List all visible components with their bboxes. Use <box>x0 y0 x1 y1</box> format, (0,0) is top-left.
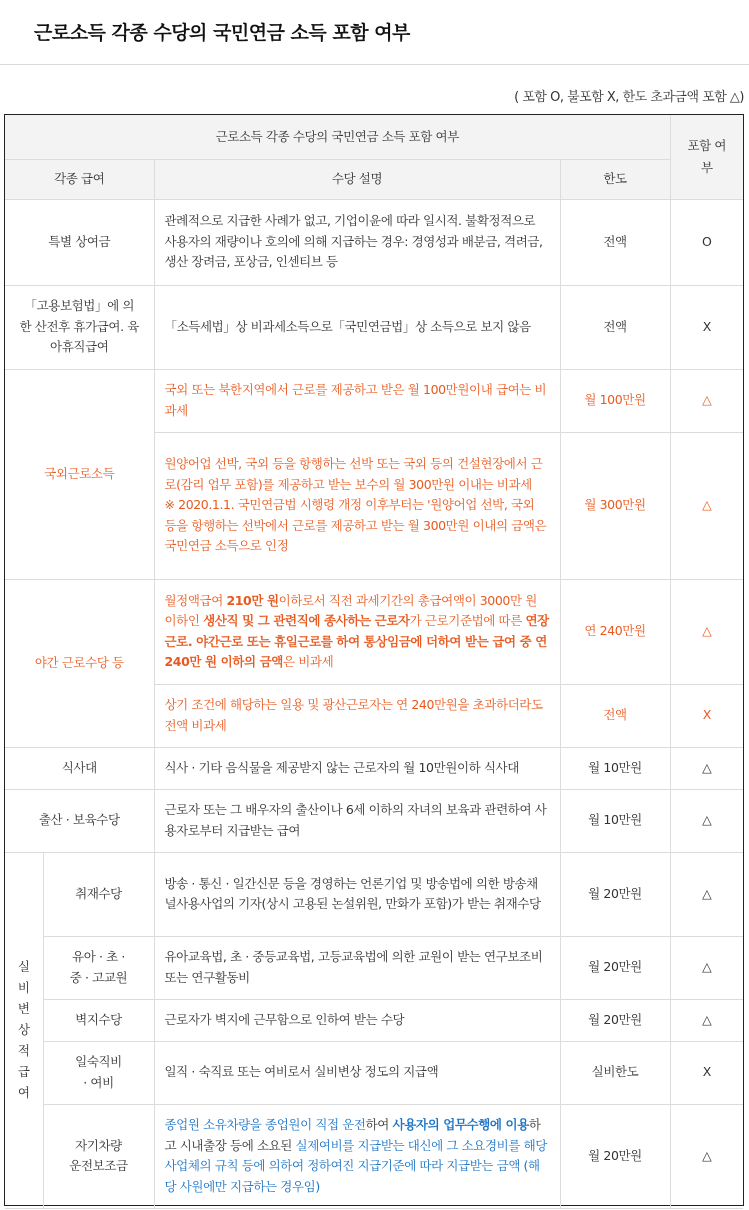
inclusion-mark: X <box>670 684 743 747</box>
allowance-description: 국외 또는 북한지역에서 근로를 제공하고 받은 월 100만원이내 급여는 비과세 <box>154 369 560 432</box>
inclusion-mark: △ <box>670 936 743 999</box>
desc-part: 하여 <box>365 1117 393 1132</box>
allowance-name: 「고용보험법」에 의한 산전후 휴가급여. 육아휴직급여 <box>5 285 154 369</box>
allowance-description: 일직 · 숙직료 또는 여비로서 실비변상 정도의 지급액 <box>154 1041 560 1104</box>
group-label: 실비변상적급여 <box>17 959 30 1101</box>
desc-part: 이하로서 직전 과세기간의 총급여액이 3000만 원 이하인 <box>164 592 537 628</box>
table-row <box>5 579 743 684</box>
allowance-description: 「소득세법」상 비과세소득으로「국민연금법」상 소득으로 보지 않음 <box>154 285 560 369</box>
allowance-limit: 월 100만원 <box>560 369 670 432</box>
desc-emphasis: 210만 원 <box>226 592 279 608</box>
name-line: 일숙직비 <box>75 1054 122 1069</box>
allowance-limit: 월 20만원 <box>560 999 670 1041</box>
allowance-name: 출산 · 보육수당 <box>5 789 154 852</box>
desc-emphasis: 연장근로. 야간근로 또는 휴일근로를 하여 통상임금에 더하여 받는 급여 중 연240만 원 이하의 금액 <box>164 613 549 669</box>
allowance-name <box>43 1104 154 1208</box>
table-row <box>5 1041 743 1104</box>
table-row <box>5 199 743 285</box>
name-line: · 여비 <box>83 1074 114 1090</box>
name-line: 운전보조금 <box>69 1158 128 1173</box>
desc-part: 하고 시내출장 등에 소요된 <box>164 1117 541 1153</box>
desc-emphasis: 사용자의 업무수행에 이용 <box>392 1117 529 1132</box>
name-line: 유아 · 초 · <box>72 949 125 964</box>
allowance-description <box>154 579 560 684</box>
description-text: 원양어업 선박, 국외 등을 항행하는 선박 또는 국외 등의 건설현장에서 근로(감리 업무 포함)를 제공하고 받는 보수의 월 300만원 이내는 비과세 <box>164 456 543 492</box>
table-caption-row <box>5 115 743 159</box>
inclusion-mark: △ <box>670 579 743 684</box>
title-divider <box>0 64 749 65</box>
allowance-name <box>43 1041 154 1104</box>
legend-note: ( 포함 O, 불포함 X, 한도 초과금액 포함 △) <box>514 90 744 105</box>
table-row <box>5 936 743 999</box>
allowance-limit: 실비한도 <box>560 1041 670 1104</box>
allowance-name: 벽지수당 <box>43 999 154 1041</box>
table-row <box>5 852 743 936</box>
table-row <box>5 999 743 1041</box>
desc-emphasis: 생산직 및 그 관련직에 종사하는 근로자 <box>203 613 410 628</box>
allowance-name: 식사대 <box>5 747 154 789</box>
desc-part: 가 근로기준법에 따른 <box>409 613 526 628</box>
allowance-description: 근로자가 벽지에 근무함으로 인하여 받는 수당 <box>154 999 560 1041</box>
inclusion-table-wrapper <box>4 114 744 1206</box>
table-row <box>5 1104 743 1208</box>
allowance-name: 야간 근로수당 등 <box>5 579 154 747</box>
allowance-description: 유아교육법, 초 · 중등교육법, 고등교육법에 의한 교원이 받는 연구보조비 또는 연구활동비 <box>154 936 560 999</box>
allowance-limit: 월 20만원 <box>560 1104 670 1208</box>
allowance-limit: 전액 <box>560 199 670 285</box>
allowance-description: 상기 조건에 해당하는 일용 및 광산근로자는 연 240만원을 초과하더라도 전액 비과세 <box>154 684 560 747</box>
header-inclusion: 포함 여부 <box>670 115 743 199</box>
inclusion-mark: △ <box>670 852 743 936</box>
table-header-row <box>5 159 743 199</box>
inclusion-mark: △ <box>670 369 743 432</box>
allowance-limit: 월 300만원 <box>560 432 670 579</box>
inclusion-table <box>5 115 743 1209</box>
table-row <box>5 789 743 852</box>
allowance-description <box>154 1104 560 1208</box>
desc-part: 종업원 소유차량을 종업원이 직접 운전 <box>164 1117 366 1132</box>
allowance-description: 방송 · 통신 · 일간신문 등을 경영하는 언론기업 및 방송법에 의한 방송채널사용사업의 기자(상시 고용된 논설위원, 만화가 포함)가 받는 취재수당 <box>154 852 560 936</box>
header-allowance: 각종 급여 <box>5 159 154 199</box>
allowance-description: 식사 · 기타 음식물을 제공받지 않는 근로자의 월 10만원이하 식사대 <box>154 747 560 789</box>
allowance-name: 국외근로소득 <box>5 369 154 579</box>
page-title: 근로소득 각종 수당의 국민연금 소득 포함 여부 <box>34 22 410 44</box>
expense-allowance-group <box>5 852 43 1208</box>
allowance-name: 취재수당 <box>43 852 154 936</box>
inclusion-mark: X <box>670 285 743 369</box>
inclusion-mark: △ <box>670 1104 743 1208</box>
description-note: ※ 2020.1.1. 국민연금법 시행령 개정 이후부터는 '원양어업 선박, 국외 등을 항행하는 선박에서 근로를 제공하고 받는 월 300만원 이내의 금액은 국민연금 소득으로 인정 <box>164 497 547 554</box>
name-line: 자기차량 <box>75 1137 122 1153</box>
allowance-limit: 연 240만원 <box>560 579 670 684</box>
allowance-name <box>43 936 154 999</box>
desc-part: 실제여비를 지급받는 대신에 그 소요경비를 해당 사업체의 규칙 등에 의하여 정하여진 지급기준에 따라 지급받는 금액 (해당 사원에만 지급하는 경우임) <box>164 1137 547 1194</box>
inclusion-mark: △ <box>670 789 743 852</box>
inclusion-mark: △ <box>670 432 743 579</box>
allowance-description: 근로자 또는 그 배우자의 출산이나 6세 이하의 자녀의 보육과 관련하여 사용자로부터 지급받는 급여 <box>154 789 560 852</box>
inclusion-mark: X <box>670 1041 743 1104</box>
header-limit: 한도 <box>560 159 670 199</box>
allowance-limit: 월 10만원 <box>560 789 670 852</box>
allowance-limit: 월 20만원 <box>560 852 670 936</box>
allowance-description <box>154 432 560 579</box>
allowance-description: 관례적으로 지급한 사례가 없고, 기업이윤에 따라 일시적. 불확정적으로 사용자의 재량이나 호의에 의해 지급하는 경우: 경영성과 배분금, 격려금, 생산 장려금, 포상금, 인센티브 등 <box>154 199 560 285</box>
desc-part: 은 비과세 <box>282 654 334 669</box>
table-row <box>5 369 743 432</box>
allowance-name: 특별 상여금 <box>5 199 154 285</box>
table-row <box>5 747 743 789</box>
table-caption: 근로소득 각종 수당의 국민연금 소득 포함 여부 <box>5 115 670 159</box>
allowance-limit: 월 10만원 <box>560 747 670 789</box>
inclusion-mark: O <box>670 199 743 285</box>
allowance-limit: 월 20만원 <box>560 936 670 999</box>
allowance-limit: 전액 <box>560 684 670 747</box>
allowance-limit: 전액 <box>560 285 670 369</box>
header-description: 수당 설명 <box>154 159 560 199</box>
desc-part: 월정액급여 <box>164 592 227 608</box>
inclusion-mark: △ <box>670 999 743 1041</box>
table-row <box>5 285 743 369</box>
inclusion-mark: △ <box>670 747 743 789</box>
name-line: 중 · 고교원 <box>69 969 128 985</box>
